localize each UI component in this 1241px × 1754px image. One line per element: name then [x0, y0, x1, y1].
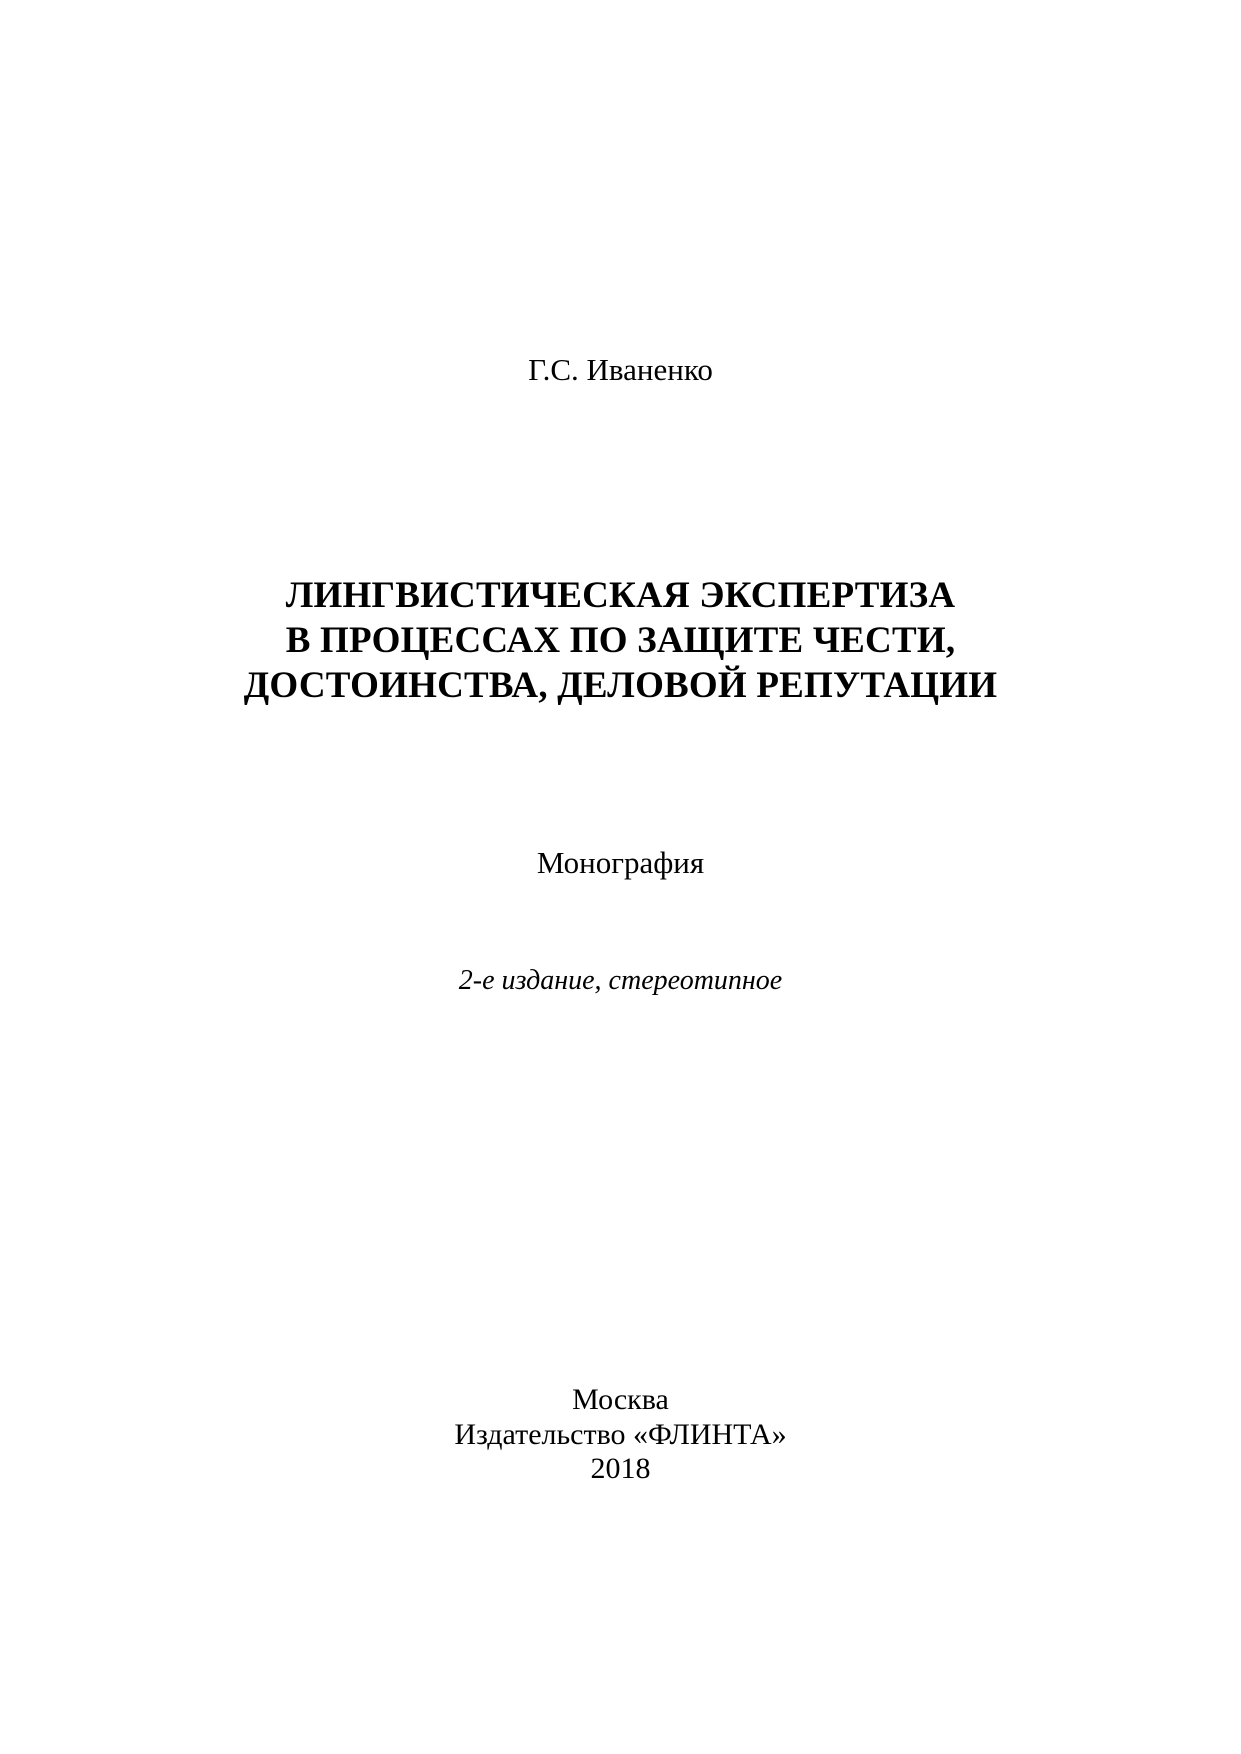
book-title-line-3: ДОСТОИНСТВА, ДЕЛОВОЙ РЕПУТАЦИИ	[243, 665, 998, 706]
book-title-line-2: В ПРОЦЕССАХ ПО ЗАЩИТЕ ЧЕСТИ,	[285, 620, 956, 661]
imprint-city: Москва	[572, 1383, 669, 1416]
edition-note: 2-е издание, стереотипное	[458, 965, 783, 996]
imprint-publisher: Издательство «ФЛИНТА»	[454, 1417, 787, 1451]
book-title-line-1: ЛИНГВИСТИЧЕСКАЯ ЭКСПЕРТИЗА	[285, 575, 956, 616]
imprint-year: 2018	[590, 1452, 651, 1485]
author-name: Г.С. Иваненко	[528, 352, 713, 387]
book-title	[0, 573, 1241, 708]
book-genre: Монография	[536, 845, 705, 880]
imprint	[0, 1383, 1241, 1487]
